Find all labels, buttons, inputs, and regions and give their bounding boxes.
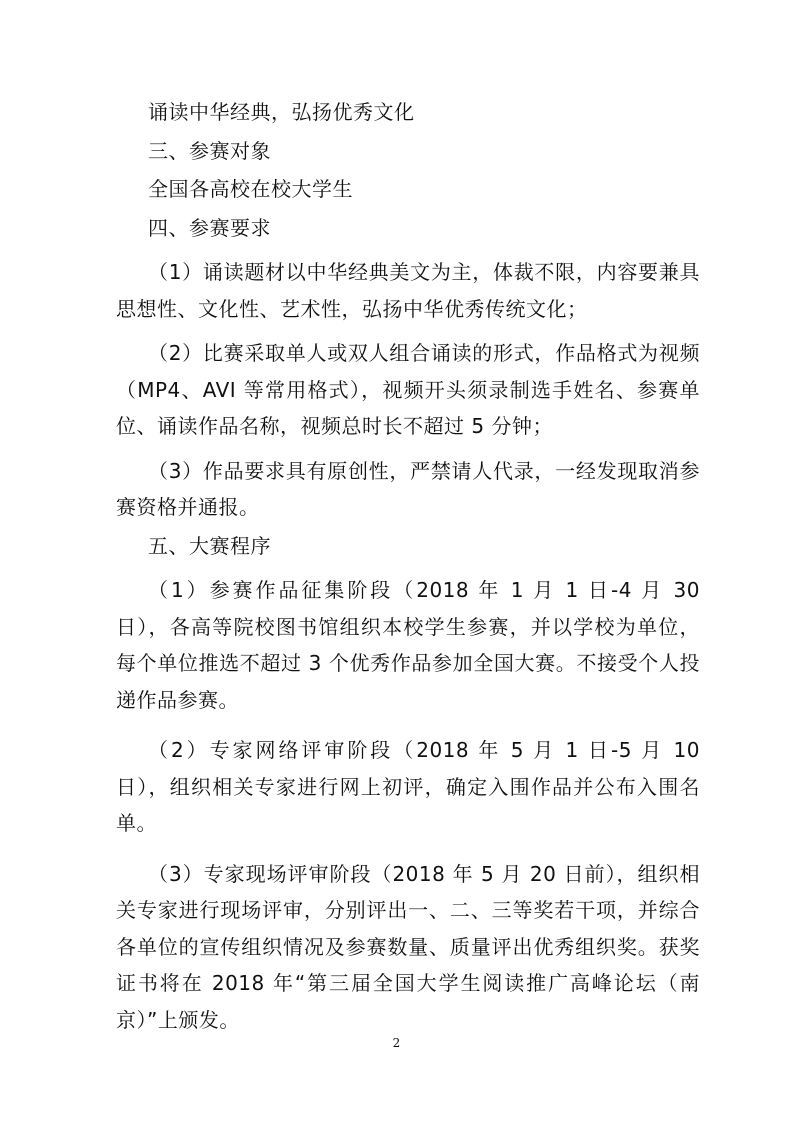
participants-text: 全国各高校在校大学生: [148, 177, 353, 201]
requirement-item-3: （3）作品要求具有原创性，严禁请人代录，一经发现取消参赛资格并通报。: [116, 458, 700, 519]
requirement-item-1: （1）诵读题材以中华经典美文为主，体裁不限，内容要兼具思想性、文化性、艺术性，弘扬中华优秀传统文化；: [116, 260, 700, 321]
requirement-item-2: （2）比赛采取单人或双人组合诵读的形式，作品格式为视频（MP4、AVI 等常用格式），视频开头须录制选手姓名、参赛单位、诵读作品名称，视频总时长不超过 5 分钟；: [116, 341, 700, 438]
section-heading-procedure: 五、大赛程序: [148, 533, 271, 558]
document-body: [116, 94, 700, 1038]
procedure-item-3: （3）专家现场评审阶段（2018 年 5 月 20 日前），组织相关专家进行现场评审，分别评出一、二、三等奖若干项，并综合各单位的宣传组织情况及参赛数量、质量评出优秀组织奖。获奖证书将在 2018 年“第三届全国大学生阅读推广高峰论坛（南京）”上颁发。: [116, 861, 700, 1032]
page-number: 2: [392, 1036, 401, 1050]
procedure-item-1: （1）参赛作品征集阶段（2018 年 1 月 1 日-4 月 30 日），各高等院校图书馆组织本校学生参赛，并以学校为单位，每个单位推选不超过 3 个优秀作品参加全国大赛。不接受个人投递作品参赛。: [116, 578, 700, 712]
slogan-line: 诵读中华经典，弘扬优秀文化: [148, 100, 415, 124]
section-heading-participants: 三、参赛对象: [148, 138, 271, 163]
procedure-item-2: （2）专家网络评审阶段（2018 年 5 月 1 日-5 月 10 日），组织相关专家进行网上初评，确定入围作品并公布入围名单。: [116, 738, 700, 835]
section-heading-requirements: 四、参赛要求: [148, 215, 271, 240]
